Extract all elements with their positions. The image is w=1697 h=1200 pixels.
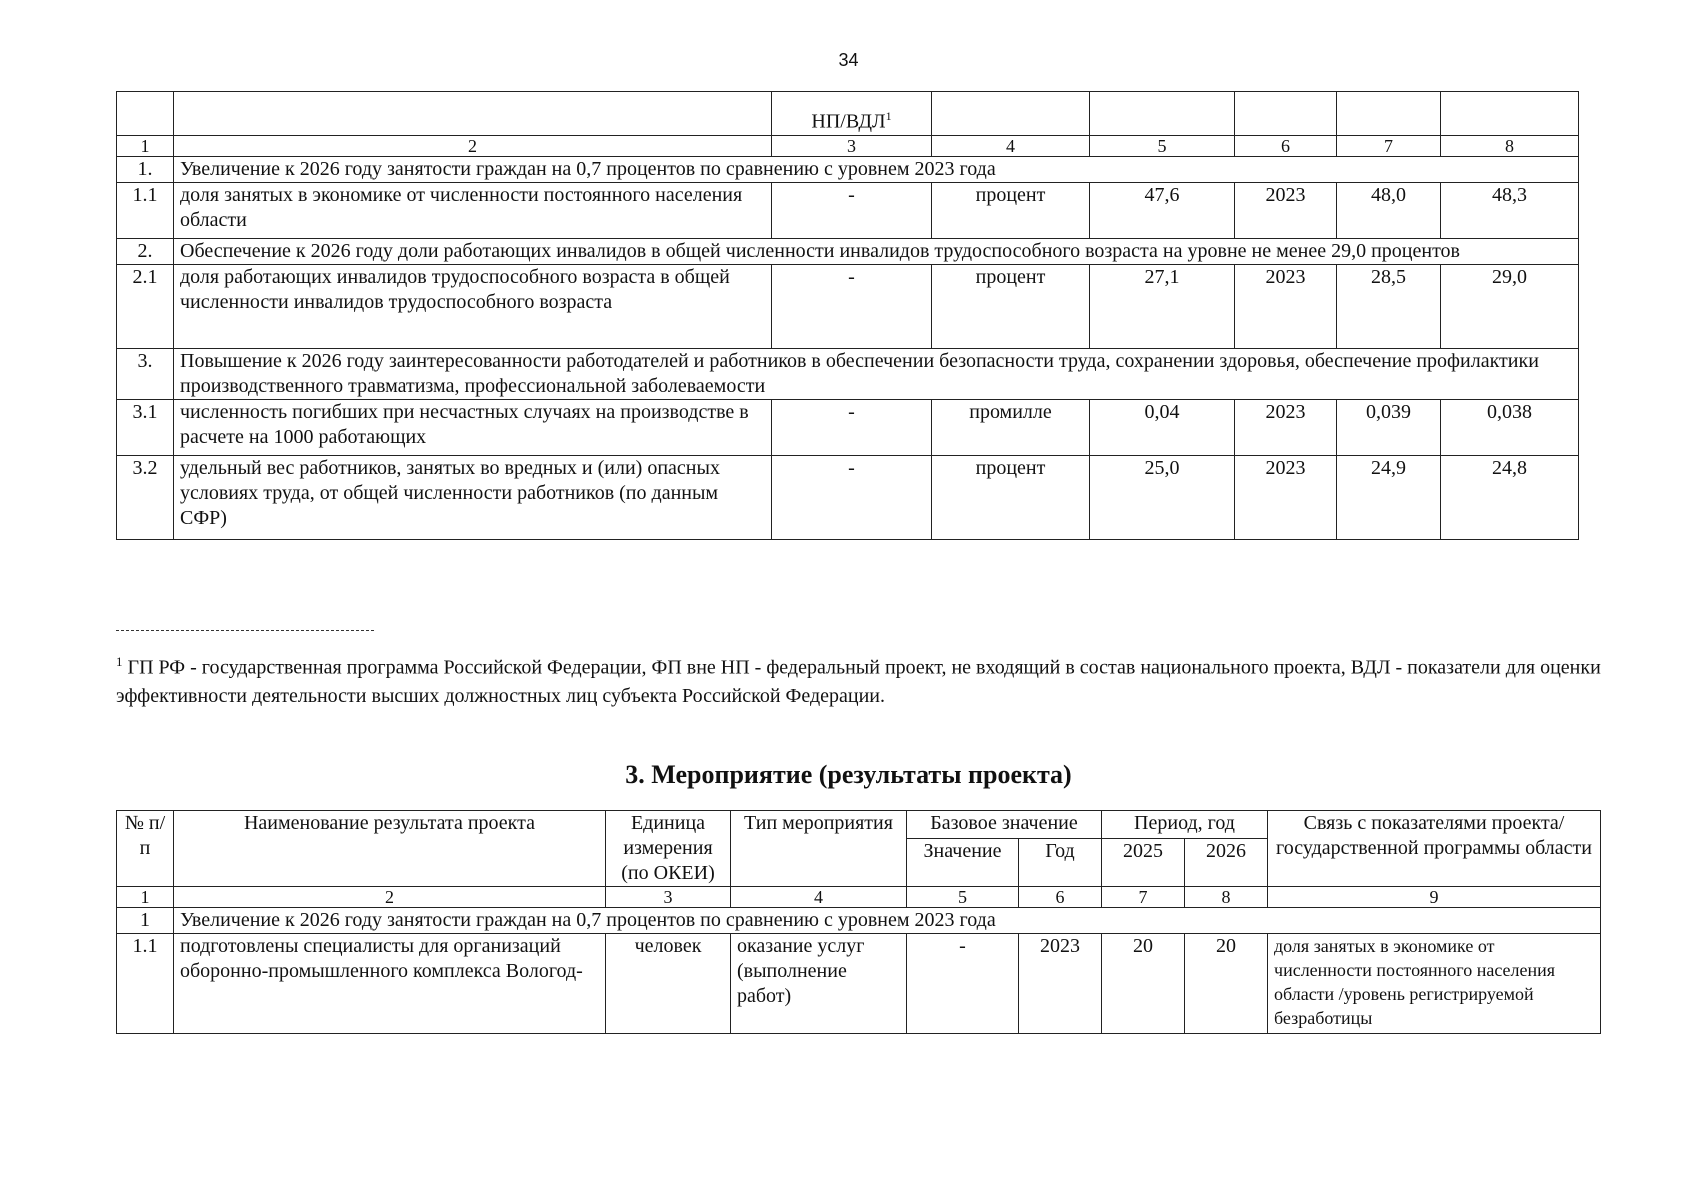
page-number: 34 xyxy=(838,50,859,70)
project-results-table xyxy=(116,810,1601,1034)
section-row: 3. Повышение к 2026 году заинтересованности работодателей и работников в обеспечении безопасности труда, сохранении здоровья, обеспечение профилактики производственного травматизма, профессиональной заболеваемости xyxy=(117,349,1579,400)
section-row: 1 Увеличение к 2026 году занятости граждан на 0,7 процентов по сравнению с уровнем 2023 года xyxy=(117,908,1601,934)
table-header-row: № п/п Наименование результата проекта Единица измерения (по ОКЕИ) Тип мероприятия Базовое значение Период, год Связь с показателями проекта/государственной программы области xyxy=(117,811,1601,839)
table-row: 1.1 доля занятых в экономике от численности постоянного населения области - процент 47,6 2023 48,0 48,3 xyxy=(117,183,1579,239)
section-row: 2. Обеспечение к 2026 году доли работающих инвалидов в общей численности инвалидов трудоспособного возраста на уровне не менее 29,0 процентов xyxy=(117,239,1579,265)
table-row: 3.1 численность погибших при несчастных случаях на производстве в расчете на 1000 работающих - промилле 0,04 2023 0,039 0,038 xyxy=(117,400,1579,456)
table-row: 1.1 подготовлены специалисты для организаций оборонно-промышленного комплекса Вологод- человек оказание услуг (выполнение работ) - 2023 20 20 доля занятых в экономике от численности постоянного населения области /уровень регистрируемой безработицы xyxy=(117,934,1601,1034)
table-subheader-row: Значение Год 2025 2026 xyxy=(117,839,1601,887)
indicators-table xyxy=(116,91,1579,540)
column-number-row: 1 2 3 4 5 6 7 8 xyxy=(117,136,1579,157)
section-title: 3. Мероприятие (результаты проекта) xyxy=(625,760,1072,789)
footnote-divider xyxy=(116,630,374,631)
table-row: 2.1 доля работающих инвалидов трудоспособного возраста в общей численности инвалидов трудоспособного возраста - процент 27,1 2023 28,5 29,0 xyxy=(117,265,1579,349)
column-number-row: 1 2 3 4 5 6 7 8 9 xyxy=(117,887,1601,908)
section-row: 1. Увеличение к 2026 году занятости граждан на 0,7 процентов по сравнению с уровнем 2023 года xyxy=(117,157,1579,183)
footnote: $^1$ ГП РФ - государственная программа Российской Федерации, ФП вне НП - федеральный проект, не входящий в состав национального проекта, ВДЛ - показатели для оценки эффективности деятельности высших должностных лиц субъекта Российской Федерации. xyxy=(116,654,1601,707)
table-row: 3.2 удельный вес работников, занятых во вредных и (или) опасных условиях труда, от общей численности работников (по данным СФР) - процент 25,0 2023 24,9 24,8 xyxy=(117,456,1579,540)
table-header-row: НП/ВДЛ$^1$ xyxy=(117,92,1579,136)
header-label: НП/ВДЛ xyxy=(811,111,886,133)
